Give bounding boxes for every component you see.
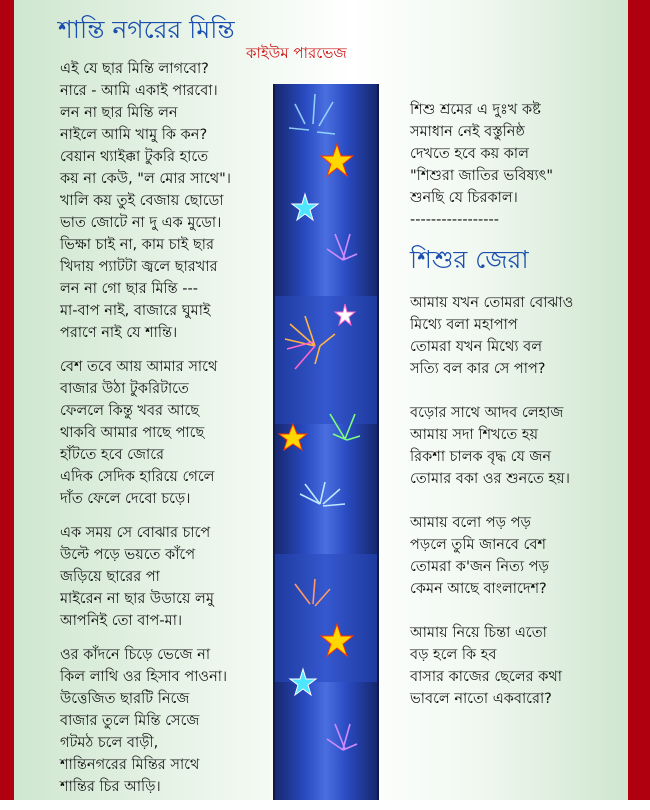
poem-line: আপনিই তো বাপ-মা। bbox=[60, 613, 183, 629]
poem-line: দেখতে হবে কয় কাল bbox=[410, 146, 529, 162]
poem-line: বাজার উঠা টুকরিটাতে bbox=[60, 381, 189, 397]
right-border bbox=[628, 0, 650, 800]
poem-line: খালি কয় তুই বেজায় ছোডো bbox=[60, 193, 224, 209]
poem-line: উল্টে পড়ে ভয়তে কাঁপে bbox=[60, 547, 196, 563]
stanza bbox=[60, 644, 290, 798]
poem-line: কেমন আছে বাংলাদেশ? bbox=[410, 581, 547, 597]
poem-line: তোমরা ক'জন নিত্য পড় bbox=[410, 559, 549, 575]
stanza bbox=[60, 58, 290, 344]
stanza bbox=[410, 402, 620, 490]
right-top-stanza bbox=[410, 99, 620, 231]
stanza bbox=[410, 292, 620, 380]
poem-line: তোমার বকা ওর শুনতে হয়। bbox=[410, 471, 570, 487]
fireworks-icon bbox=[275, 84, 377, 800]
poem-line: বড়োর সাথে আদব লেহাজ bbox=[410, 405, 564, 421]
poem-line: কয় না কেউ, "ল মোর সাথে"। bbox=[60, 171, 231, 187]
poem-line: কিল লাথি ওর হিসাব পাওনা। bbox=[60, 669, 228, 685]
poem-line: হাঁটতে হবে জোরে bbox=[60, 447, 165, 463]
poem-line: মা-বাপ নাই, বাজারে ঘুমাই bbox=[60, 303, 211, 319]
stanza bbox=[60, 522, 290, 632]
poem-line: এদিক সেদিক হারিয়ে গেলে bbox=[60, 469, 215, 485]
fireworks-strip bbox=[273, 84, 379, 800]
poem-line: লন না গো ছার মিন্তি --- bbox=[60, 281, 198, 297]
poem-line: পড়লে তুমি জানবে বেশ bbox=[410, 537, 546, 553]
poem-line: ভাবলে নাতো একবারো? bbox=[410, 691, 552, 707]
poem-line: থাকবি আমার পাছে পাছে bbox=[60, 425, 205, 441]
poem-line: এক সময় সে বোঝার চাপে bbox=[60, 525, 211, 541]
poem-line: এই যে ছার মিন্তি লাগবো? bbox=[60, 61, 209, 77]
poem-right-column bbox=[410, 292, 620, 722]
poem-line: আমায় বলো পড় পড় bbox=[410, 515, 531, 531]
poem-line: দাঁত ফেলে দেবো চড়ে। bbox=[60, 491, 191, 507]
poem-left-column bbox=[60, 58, 290, 810]
poem-line: বাসার কাজের ছেলের কথা bbox=[410, 669, 563, 685]
poem-line: তোমরা যখন মিথ্যে বল bbox=[410, 339, 543, 355]
poem-line: পরাণে নাই যে শান্তি। bbox=[60, 325, 178, 341]
poem-line: ভাত জোটে না দু এক মুডো। bbox=[60, 215, 222, 231]
poem-title: শান্তি নগরের মিন্তি bbox=[58, 15, 235, 44]
poem-line: নারে - আমি একাই পারবো। bbox=[60, 83, 218, 99]
poem-line: আমায় যখন তোমরা বোঝাও bbox=[410, 295, 574, 311]
poem-line: মাইরেন না ছার উডায়ে লমু bbox=[60, 591, 214, 607]
poem-line: নাইলে আমি খামু কি কন? bbox=[60, 127, 208, 143]
stanza bbox=[410, 512, 620, 600]
poem-line: শুনছি যে চিরকাল। bbox=[410, 190, 518, 206]
stanza bbox=[60, 356, 290, 510]
poem-line: লন না ছার মিন্তি লন bbox=[60, 105, 178, 121]
poem-line: বাজার তুলে মিন্তি সেজে bbox=[60, 713, 200, 729]
poem-line: "শিশুরা জাতির ভবিষ্যৎ" bbox=[410, 168, 554, 184]
poem-line: শিশু শ্রমের এ দুঃখ কষ্ট bbox=[410, 102, 541, 118]
poem-line: ফেললে কিন্তু খবর আছে bbox=[60, 403, 200, 419]
poem-line: শান্তির চির আড়ি। bbox=[60, 779, 161, 795]
poem-line: বড় হলে কি হব bbox=[410, 647, 497, 663]
divider-line: ----------------- bbox=[410, 212, 499, 228]
poem2-title: শিশুর জেরা bbox=[410, 245, 529, 274]
poem-line: উত্তেজিত ছারটি নিজে bbox=[60, 691, 190, 707]
poem-line: ভিক্ষা চাই না, কাম চাই ছার bbox=[60, 237, 214, 253]
poem-line: মিথ্যে বলা মহাপাপ bbox=[410, 317, 518, 333]
poem-line: ওর কাঁদনে চিড়ে ভেজে না bbox=[60, 647, 211, 663]
poem-line: বেশ তবে আয় আমার সাথে bbox=[60, 359, 218, 375]
poem-line: গটমঠ চলে বাড়ী, bbox=[60, 735, 159, 751]
author-name: কাইউম পারভেজ bbox=[246, 44, 347, 62]
stanza bbox=[410, 622, 620, 710]
poem-line: বেয়ান থ্যাইক্কা টুকরি হাতে bbox=[60, 149, 209, 165]
poem-line: জড়িয়ে ছারের পা bbox=[60, 569, 160, 585]
poem-line: সমাধান নেই বস্তুনিষ্ঠ bbox=[410, 124, 525, 140]
poem-line: আমায় নিয়ে চিন্তা এতো bbox=[410, 625, 547, 641]
poem-line: আমায় সদা শিখতে হয় bbox=[410, 427, 539, 443]
left-border bbox=[0, 0, 14, 800]
poem-line: রিকশা চালক বৃদ্ধ যে জন bbox=[410, 449, 552, 465]
poem-line: সত্যি বল কার সে পাপ? bbox=[410, 361, 546, 377]
poem-line: শান্তিনগরের মিন্তির সাথে bbox=[60, 757, 200, 773]
poem-page bbox=[14, 0, 628, 800]
poem-line: খিদায় প্যাটটা জ্বলে ছারখার bbox=[60, 259, 218, 275]
